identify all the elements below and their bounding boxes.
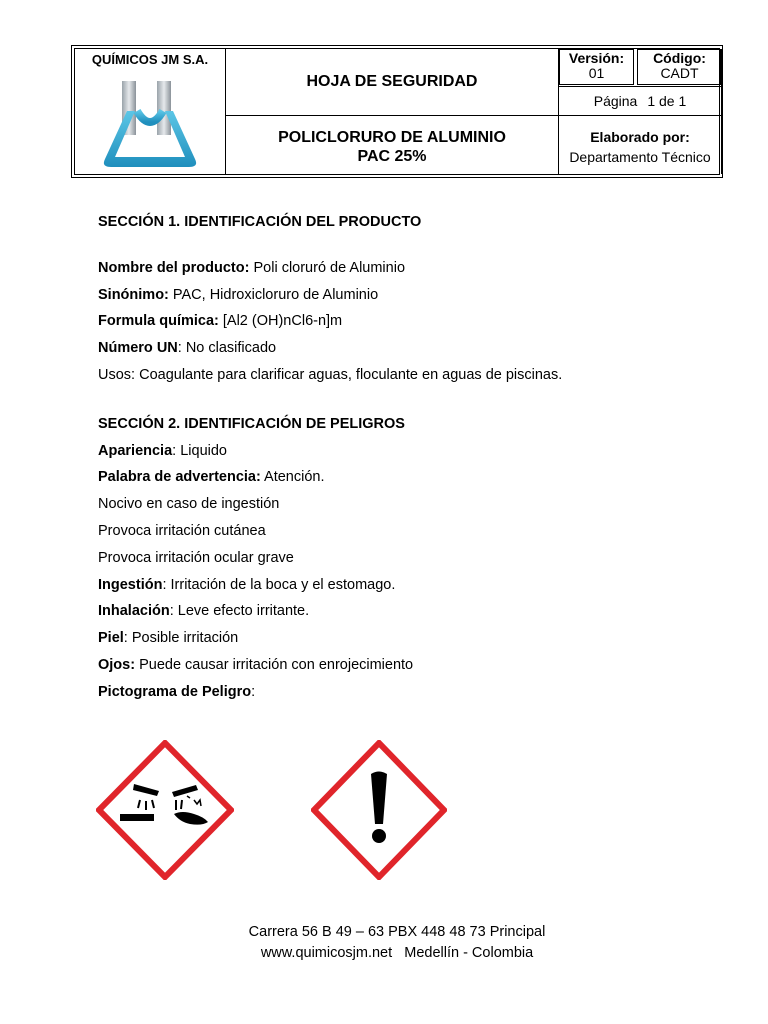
- field-label: Inhalación: [98, 603, 170, 620]
- field-label: Formula química:: [98, 313, 219, 330]
- product-title: [226, 116, 558, 178]
- document-title: HOJA DE SEGURIDAD: [306, 73, 478, 90]
- code-label: Código:: [653, 50, 706, 66]
- field-label: Nombre del producto:: [98, 259, 250, 276]
- field-value: PAC, Hidroxicloruro de Aluminio: [168, 286, 379, 303]
- field-value: : Liquido: [172, 442, 227, 459]
- product-concentration: PAC 25%: [357, 148, 427, 165]
- field-value: :: [251, 683, 256, 700]
- exclamation-pictogram-icon: [311, 740, 447, 880]
- field-value: Usos: Coagulante para clarificar aguas, floculante en aguas de piscinas.: [98, 366, 563, 383]
- document-header: [71, 45, 723, 178]
- version-value: 01: [588, 65, 605, 81]
- product-name: POLICLORURO DE ALUMINIO: [278, 129, 506, 146]
- field-value: Atención.: [260, 469, 325, 486]
- document-body: [98, 211, 738, 708]
- field-value: : No clasificado: [177, 340, 277, 357]
- company-name: QUÍMICOS JM S.A.: [91, 52, 209, 67]
- field-row: [98, 337, 738, 364]
- section-1-title: SECCIÓN 1. IDENTIFICACIÓN DEL PRODUCTO: [98, 214, 422, 230]
- field-row: [98, 440, 738, 467]
- field-value: Poli cloruró de Aluminio: [249, 259, 406, 276]
- field-row: [98, 654, 738, 681]
- field-row: [98, 547, 738, 574]
- field-value: Nocivo en caso de ingestión: [98, 496, 280, 513]
- field-row: [98, 284, 738, 311]
- field-label: Apariencia: [98, 442, 173, 459]
- field-row: [98, 466, 738, 493]
- footer: [0, 922, 768, 964]
- field-value: : Leve efecto irritante.: [169, 603, 310, 620]
- corrosion-pictogram-icon: [96, 740, 234, 880]
- page-cell: [559, 87, 721, 115]
- version-cell: [559, 49, 634, 85]
- field-row: [98, 493, 738, 520]
- field-row: [98, 520, 738, 547]
- field-row: [98, 600, 738, 627]
- field-label: Número UN: [98, 340, 178, 357]
- field-label: Ojos:: [98, 656, 136, 673]
- field-value: Provoca irritación ocular grave: [98, 549, 294, 566]
- field-label: Sinónimo:: [98, 286, 169, 303]
- footer-web-city: www.quimicosjm.net Medellín - Colombia: [260, 945, 534, 961]
- field-label: Piel: [98, 630, 124, 647]
- footer-address: Carrera 56 B 49 – 63 PBX 448 48 73 Principal: [248, 924, 546, 940]
- field-value: Puede causar irritación con enrojecimiento: [135, 656, 414, 673]
- field-value: : Posible irritación: [123, 630, 239, 647]
- page-value: 1 de 1: [647, 93, 687, 109]
- field-row: [98, 364, 738, 391]
- flask-logo-icon: [97, 71, 203, 171]
- field-value: [Al2 (OH)nCl6-n]m: [218, 313, 343, 330]
- prepared-value: Departamento Técnico: [569, 149, 711, 165]
- field-value: : Irritación de la boca y el estomago.: [162, 576, 396, 593]
- field-value: Provoca irritación cutánea: [98, 522, 266, 539]
- field-row: [98, 627, 738, 654]
- code-cell: [638, 49, 721, 85]
- version-label: Versión:: [568, 50, 625, 66]
- field-row: [98, 574, 738, 601]
- field-row: [98, 257, 738, 284]
- prepared-by-cell: [559, 116, 721, 178]
- field-label: Palabra de advertencia:: [98, 469, 261, 486]
- field-label: Pictograma de Peligro: [98, 683, 252, 700]
- section-2-title: SECCIÓN 2. IDENTIFICACIÓN DE PELIGROS: [98, 415, 405, 432]
- field-label: Ingestión: [98, 576, 163, 593]
- code-value: CADT: [660, 65, 699, 81]
- prepared-label: Elaborado por:: [590, 129, 690, 145]
- field-row: [98, 310, 738, 337]
- page-label: Página: [593, 93, 638, 109]
- field-row: [98, 681, 738, 708]
